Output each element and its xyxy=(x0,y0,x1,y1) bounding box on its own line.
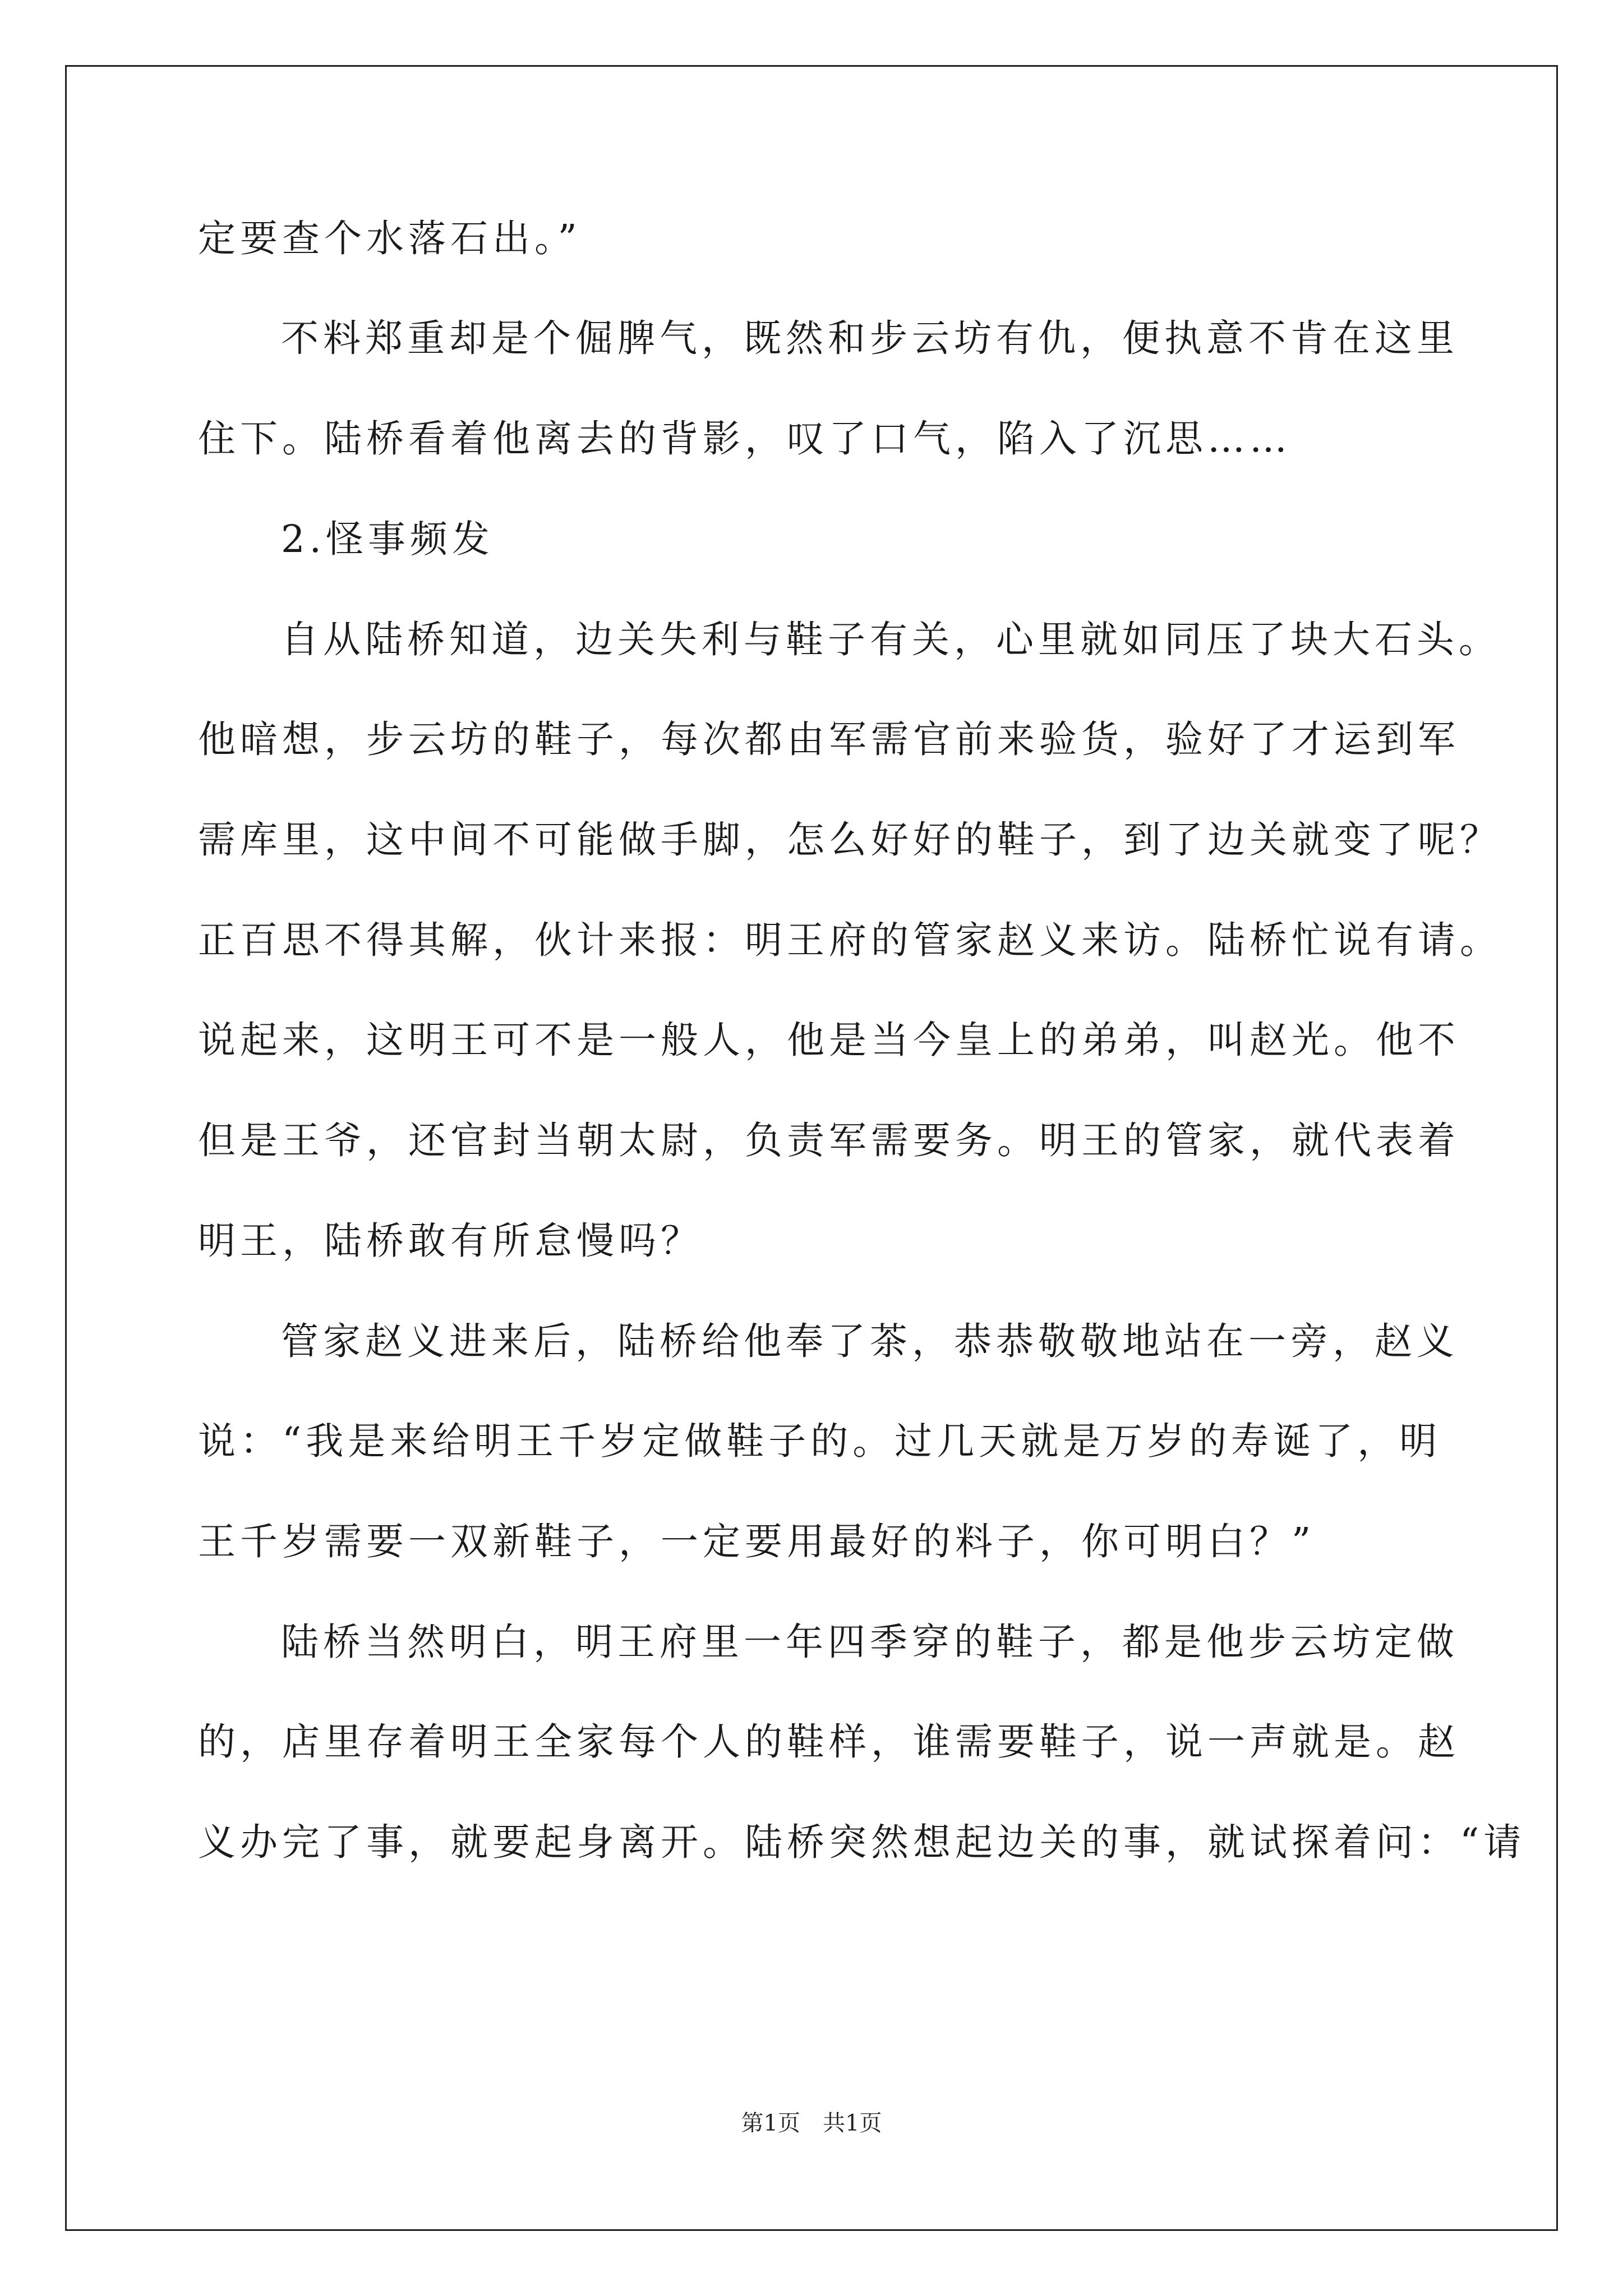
page-footer: 第1页 共1页 xyxy=(741,2110,882,2136)
text-line: 正百思不得其解，伙计来报：明王府的管家赵义来访。陆桥忙说有请。 xyxy=(198,918,1502,962)
section-heading: 2.怪事频发 xyxy=(281,517,494,561)
paragraph-line: 陆桥当然明白，明王府里一年四季穿的鞋子，都是他步云坊定做 xyxy=(281,1620,1459,1664)
paragraph-line: 管家赵义进来后，陆桥给他奉了茶，恭恭敬敬地站在一旁，赵义 xyxy=(281,1319,1459,1363)
text-line: 王千岁需要一双新鞋子，一定要用最好的料子，你可明白？” xyxy=(198,1520,1316,1563)
text-line: 他暗想，步云坊的鞋子，每次都由军需官前来验货，验好了才运到军 xyxy=(198,717,1460,761)
text-line: 住下。陆桥看着他离去的背影，叹了口气，陷入了沉思…… xyxy=(198,417,1292,461)
text-line: 定要查个水落石出。” xyxy=(198,217,582,260)
text-line: 但是王爷，还官封当朝太尉，负责军需要务。明王的管家，就代表着 xyxy=(198,1119,1460,1162)
text-line: 义办完了事，就要起身离开。陆桥突然想起边关的事，就试探着问：“请 xyxy=(198,1820,1526,1864)
text-line: 明王，陆桥敢有所怠慢吗？ xyxy=(198,1219,703,1263)
text-line: 说起来，这明王可不是一般人，他是当今皇上的弟弟，叫赵光。他不 xyxy=(198,1018,1460,1062)
text-line: 的，店里存着明王全家每个人的鞋样，谁需要鞋子，说一声就是。赵 xyxy=(198,1720,1460,1764)
paragraph-line: 不料郑重却是个倔脾气，既然和步云坊有仇，便执意不肯在这里 xyxy=(281,316,1459,360)
text-line: 需库里，这中间不可能做手脚，怎么好好的鞋子，到了边关就变了呢？ xyxy=(198,818,1502,862)
text-line: 说：“我是来给明王千岁定做鞋子的。过几天就是万岁的寿诞了，明 xyxy=(198,1419,1442,1463)
paragraph-line: 自从陆桥知道，边关失利与鞋子有关，心里就如同压了块大石头。 xyxy=(281,618,1501,661)
